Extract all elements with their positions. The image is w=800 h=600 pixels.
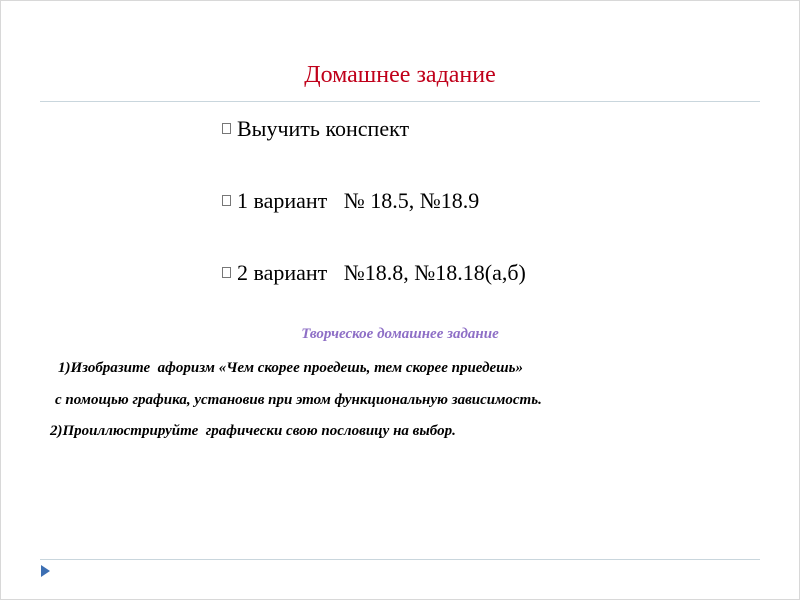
creative-task-1-continued: с помощью графика, установив при этом функциональную зависимость. <box>55 392 542 408</box>
slide-title: Домашнее задание <box>304 62 496 88</box>
play-arrow-icon[interactable] <box>41 565 50 577</box>
homework-list <box>222 116 526 332</box>
creative-homework-heading: Творческое домашнее задание <box>301 326 499 342</box>
top-divider <box>40 101 760 102</box>
bullet-icon <box>222 195 231 206</box>
bullet-icon <box>222 267 231 278</box>
list-item <box>222 188 526 260</box>
creative-task-1: 1)Изобразите афоризм «Чем скорее проедешь, тем скорее приедешь» <box>58 360 524 376</box>
list-item <box>222 260 526 332</box>
bottom-divider <box>40 559 760 560</box>
list-item-text: 1 вариант № 18.5, №18.9 <box>237 188 480 213</box>
creative-task-2: 2)Проиллюстрируйте графически свою пословицу на выбор. <box>50 423 456 439</box>
list-item <box>222 116 526 188</box>
list-item-text: Выучить конспект <box>237 116 410 141</box>
bullet-icon <box>222 123 231 134</box>
list-item-text: 2 вариант №18.8, №18.18(а,б) <box>237 260 526 285</box>
